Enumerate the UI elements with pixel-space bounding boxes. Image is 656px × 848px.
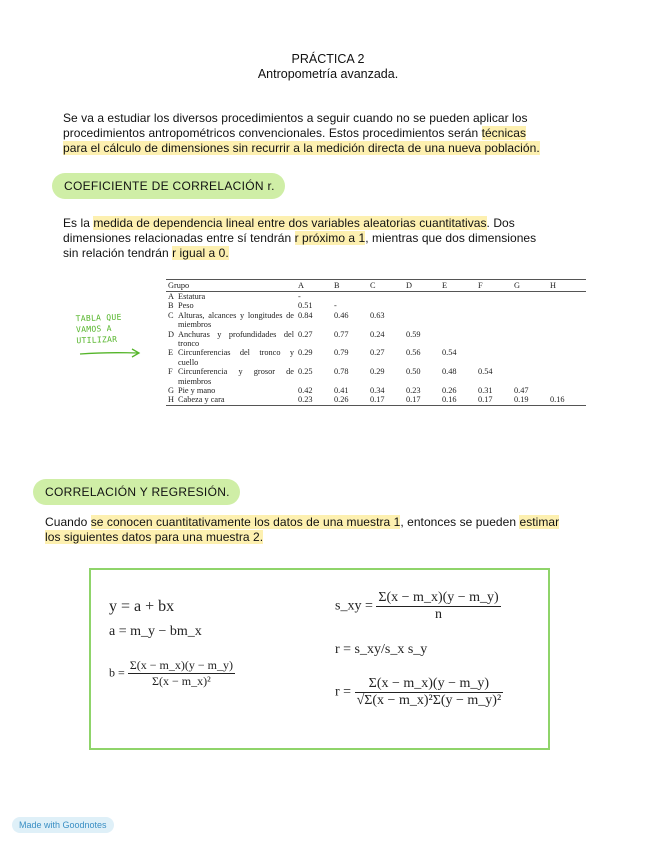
s1-line-1: Es la medida de dependencia lineal entre dos variables aleatorias cuantitativas. Dos [63,216,515,230]
table-cell: 0.17 [404,395,440,405]
s2-line-2 [45,530,625,545]
table-cell: 0.54 [478,367,493,377]
table-row [166,330,586,349]
column-header: Grupo [166,280,296,292]
table-cell: 0.16 [440,395,476,405]
table-cell [476,348,512,367]
formula-r-ratio: r = s_xy/s_x s_y [335,642,428,657]
table-cell [548,330,586,349]
table-row [166,348,586,367]
column-header: C [368,280,404,292]
group-code: D [168,329,174,339]
fraction: $\frac{\Sigma(x - m\_x)(y - m\_y)}{\text{Σ(x − m\_x)²}}$ [129,658,233,688]
group-code: G [168,386,174,396]
table-cell: 0.27 [370,348,385,358]
group-name: Estatura [178,292,206,301]
table-cell [404,292,440,302]
formula-linear-model: y = a + bx [109,598,175,615]
table-cell [512,292,548,302]
table-cell: 0.42 [298,386,313,396]
formula-intercept: a = m_y − bm_x [109,624,202,639]
highlight: técnicas [481,126,526,140]
table-cell: 0.34 [370,386,385,396]
table-cell [440,330,476,349]
table-cell [476,301,512,310]
table-cell: 0.48 [442,367,457,377]
table-body [166,292,586,406]
table-cell: 0.31 [478,386,493,396]
highlight: los siguientes datos para una muestra 2. [45,530,264,544]
s1-line-2: dimensiones relacionadas entre sí tendrán r próximo a 1, mientras que dos dimensiones [63,231,537,245]
formula-covariance: s_xy = $\frac{\Sigma(x - m\_x)(y - m\_y)}{n}$ [335,590,499,622]
table-cell [440,301,476,310]
column-header: H [548,280,586,292]
annotation-text: TABLA QUE VAMOS A UTILIZAR [75,312,122,346]
table-cell: - [334,301,337,311]
group-code: H [168,395,174,405]
table-cell [404,311,440,330]
table-row [166,311,586,330]
fraction: $\frac{\Sigma(x - m\_x)(y - m\_y)}{n}$ [378,590,499,622]
table-cell [476,311,512,330]
table-cell [512,301,548,310]
table-cell [548,386,586,395]
table-cell: 0.63 [370,310,385,320]
table-cell [368,301,404,310]
table-cell: 0.29 [370,367,385,377]
column-header: F [476,280,512,292]
section1-paragraph [63,216,603,261]
highlight: se conocen cuantitativamente los datos de una muestra 1 [90,515,401,529]
table-cell: 0.50 [406,367,421,377]
group-code: F [168,367,173,377]
highlight: r próximo a 1 [294,231,366,245]
table-cell: 0.77 [334,329,349,339]
group-name: Pie y mano [178,386,216,396]
group-name: Circunferencia y grosor de miembros [178,367,294,386]
section-heading-correlation-regression: CORRELACIÓN Y REGRESIÓN. [33,479,240,505]
handwritten-annotation [76,312,148,360]
arrow-icon [76,346,146,360]
formula-slope: b = $\frac{\Sigma(x - m\_x)(y - m\_y)}{\text{Σ(x − m\_x)²}}$ [109,658,233,688]
table-cell: 0.24 [370,329,385,339]
group-name: Circunferencias del tronco y cuello [178,348,294,367]
intro-line-2: procedimientos antropométricos convencionales. Estos procedimientos serán técnicas [63,126,526,140]
highlight: medida de dependencia lineal entre dos variables aleatorias cuantitativas [93,216,487,230]
column-header: G [512,280,548,292]
group-name: Anchuras y profundidades del tronco [178,329,294,349]
fraction: $\frac{\Sigma(x - m\_x)(y - m\_y)}{\text{√Σ(x − m\_x)²Σ(y − m\_y)²}}$ [356,676,502,708]
table-cell [476,330,512,349]
table-cell: 0.46 [334,310,349,320]
table-cell: 0.59 [406,329,421,339]
table-cell: 0.84 [298,310,313,320]
table-cell [548,311,586,330]
table-cell: 0.51 [298,301,313,311]
table-cell: 0.25 [298,367,313,377]
table-cell [440,292,476,302]
table-cell: 0.79 [334,348,349,358]
highlight: r igual a 0. [172,246,229,260]
highlight: estimar [519,515,560,529]
highlight: para el cálculo de dimensiones sin recurrir a la medición directa de una nueva población. [63,141,540,155]
goodnotes-badge: Made with Goodnotes [12,817,114,833]
column-header: A [296,280,332,292]
table-cell: 0.19 [512,395,548,405]
section-heading-correlation-coefficient: COEFICIENTE DE CORRELACIÓN r. [52,173,285,199]
table-cell [512,311,548,330]
title: PRÁCTICA 2 [291,52,365,66]
table-cell: 0.78 [334,367,349,377]
table-cell: 0.56 [406,348,421,358]
table-cell [512,348,548,367]
subtitle: Antropometría avanzada. [257,67,399,81]
formula-r-full: r = $\frac{\Sigma(x - m\_x)(y - m\_y)}{\text{√Σ(x − m\_x)²Σ(y − m\_y)²}}$ [335,676,502,708]
table-cell: 0.47 [514,386,529,396]
table-cell [548,367,586,386]
table-cell: 0.29 [298,348,313,358]
table-header-row [166,280,586,292]
group-code: A [168,292,174,301]
table-cell [512,330,548,349]
page-title [0,52,656,82]
table-cell [512,367,548,386]
table-cell: 0.23 [406,386,421,396]
section2-paragraph [45,515,625,545]
intro-line-3 [63,141,603,156]
group-name: Alturas, alcances y longitudes de miembros [178,310,294,330]
correlation-table-wrapper [166,279,586,406]
table-cell [548,292,586,302]
table-cell [548,301,586,310]
formula-box [89,568,550,750]
s1-line-3: sin relación tendrán r igual a 0. [63,246,229,260]
table-row [166,395,586,405]
table-cell: 0.17 [476,395,512,405]
s2-line-1: Cuando se conocen cuantitativamente los datos de una muestra 1, entonces se pueden estimar [45,515,560,529]
table-cell [440,311,476,330]
table-cell [332,292,368,302]
table-cell: 0.26 [442,386,457,396]
table-cell [548,348,586,367]
table-cell: - [298,292,301,301]
table-row [166,292,586,302]
table-cell: 0.41 [334,386,349,396]
table-cell: 0.17 [368,395,404,405]
table-cell: 0.16 [548,395,586,405]
table-cell: 0.27 [298,329,313,339]
column-header: B [332,280,368,292]
table-row [166,301,586,310]
table-cell: 0.26 [332,395,368,405]
intro-paragraph [63,111,603,156]
table-cell: 0.54 [442,348,457,358]
correlation-table [166,279,586,406]
group-code: B [168,301,174,311]
table-cell [404,301,440,310]
table-cell [476,292,512,302]
group-name: Cabeza y cara [176,395,296,405]
intro-line-1: Se va a estudiar los diversos procedimientos a seguir cuando no se pueden aplicar los [63,111,528,125]
column-header: D [404,280,440,292]
column-header: E [440,280,476,292]
table-row [166,386,586,395]
table-row [166,367,586,386]
group-code: C [168,310,174,320]
group-code: E [168,348,174,358]
table-cell [368,292,404,302]
table-cell: 0.23 [296,395,332,405]
group-name: Peso [178,301,194,311]
